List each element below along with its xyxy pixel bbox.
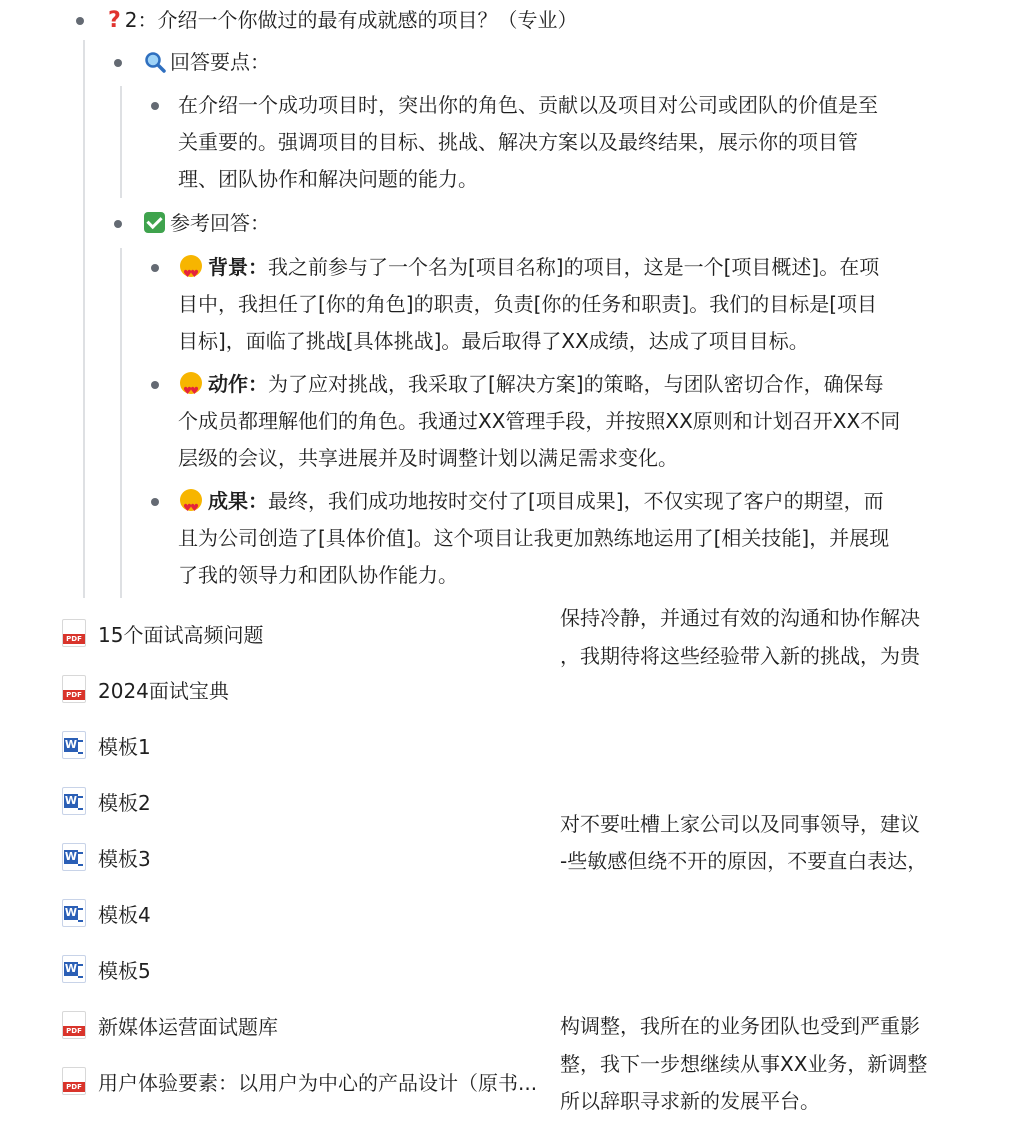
file-item-word[interactable]	[62, 949, 151, 989]
background-line-2: 目中，我担任了[你的角色]的职责，负责[你的任务和职责]。我们的目标是[项目	[178, 292, 878, 316]
question-item[interactable]	[108, 2, 578, 39]
action-line-1	[180, 366, 884, 403]
action-title: 动作：	[208, 372, 268, 396]
key-points-line-1: 在介绍一个成功项目时，突出你的角色、贡献以及项目对公司或团队的价值是至	[178, 93, 878, 117]
question-text: 2：介绍一个你做过的最有成就感的项目？（专业）	[124, 8, 578, 32]
file-list-panel	[0, 598, 560, 1125]
result-line-1	[180, 483, 884, 520]
file-item-pdf[interactable]	[62, 1005, 278, 1045]
indent-guide-level1	[83, 40, 85, 600]
indent-guide-level2a	[120, 86, 122, 198]
file-item-pdf[interactable]	[62, 1061, 537, 1101]
bullet	[151, 264, 159, 272]
file-name: 模板5	[98, 958, 151, 983]
file-name: 新媒体运营面试题库	[98, 1014, 278, 1039]
reference-heading[interactable]	[144, 205, 270, 242]
pdf-file-icon	[62, 675, 86, 703]
word-file-icon	[62, 731, 86, 759]
file-name: 模板1	[98, 734, 151, 759]
pdf-file-icon	[62, 1067, 86, 1095]
file-name: 用户体验要素：以用户为中心的产品设计（原书...	[98, 1070, 538, 1095]
smiling-heart-eyes-icon	[180, 489, 202, 511]
bullet	[151, 102, 159, 110]
result-line-2: 且为公司创造了[具体价值]。这个项目让我更加熟练地运用了[相关技能]，并展现	[178, 526, 890, 550]
word-file-icon	[62, 843, 86, 871]
file-name: 模板3	[98, 846, 151, 871]
action-text-1: 为了应对挑战，我采取了[解决方案]的策略，与团队密切合作，确保每	[268, 372, 884, 396]
key-points-line-3: 理、团队协作和解决问题的能力。	[178, 167, 478, 191]
file-item-pdf[interactable]	[62, 669, 229, 709]
word-file-icon	[62, 787, 86, 815]
background-text-fragment: ，我期待将这些经验带入新的挑战，为贵	[560, 644, 920, 668]
check-box-icon	[144, 212, 165, 233]
file-item-word[interactable]	[62, 725, 151, 765]
smiling-heart-eyes-icon	[180, 372, 202, 394]
background-text-fragment: 保持冷静，并通过有效的沟通和协作解决	[560, 606, 920, 630]
bullet	[151, 381, 159, 389]
background-text-fragment: 整，我下一步想继续从事XX业务，新调整	[560, 1052, 928, 1076]
background-text-fragment: 构调整，我所在的业务团队也受到严重影	[560, 1014, 920, 1038]
question-mark-icon: ?	[108, 8, 121, 33]
key-points-label: 回答要点：	[170, 50, 270, 74]
file-name: 2024面试宝典	[98, 678, 229, 703]
key-points-line-2: 关重要的。强调项目的目标、挑战、解决方案以及最终结果，展示你的项目管	[178, 130, 858, 154]
bullet	[114, 59, 122, 67]
file-name: 模板2	[98, 790, 151, 815]
background-text-fragment: 对不要吐槽上家公司以及同事领导，建议	[560, 812, 920, 836]
result-text-1: 最终，我们成功地按时交付了[项目成果]，不仅实现了客户的期望，而	[268, 489, 884, 513]
word-file-icon	[62, 955, 86, 983]
background-text-fragment: -些敏感但绕不开的原因，不要直白表达，	[560, 849, 928, 873]
word-file-icon	[62, 899, 86, 927]
bullet	[76, 17, 84, 25]
action-line-2: 个成员都理解他们的角色。我通过XX管理手段，并按照XX原则和计划召开XX不同	[178, 409, 901, 433]
smiling-heart-eyes-icon	[180, 255, 202, 277]
bullet	[114, 220, 122, 228]
background-text-1: 我之前参与了一个名为[项目名称]的项目，这是一个[项目概述]。在项	[268, 255, 880, 279]
file-name: 15个面试高频问题	[98, 622, 264, 647]
bullet	[151, 498, 159, 506]
background-line-3: 目标]，面临了挑战[具体挑战]。最后取得了XX成绩，达成了项目目标。	[178, 329, 809, 353]
background-title: 背景：	[208, 255, 268, 279]
pdf-file-icon	[62, 619, 86, 647]
magnifier-icon	[144, 51, 166, 73]
result-title: 成果：	[208, 489, 268, 513]
file-item-pdf[interactable]	[62, 613, 263, 653]
pdf-file-icon	[62, 1011, 86, 1039]
action-line-3: 层级的会议，共享进展并及时调整计划以满足需求变化。	[178, 446, 678, 470]
file-name: 模板4	[98, 902, 151, 927]
background-text-fragment: 所以辞职寻求新的发展平台。	[560, 1089, 820, 1113]
key-points-heading[interactable]	[144, 44, 270, 81]
file-item-word[interactable]	[62, 781, 151, 821]
reference-label: 参考回答：	[170, 211, 270, 235]
background-line-1	[180, 249, 879, 286]
indent-guide-level2b	[120, 248, 122, 600]
file-item-word[interactable]	[62, 893, 151, 933]
file-item-word[interactable]	[62, 837, 151, 877]
result-line-3: 了我的领导力和团队协作能力。	[178, 563, 458, 587]
